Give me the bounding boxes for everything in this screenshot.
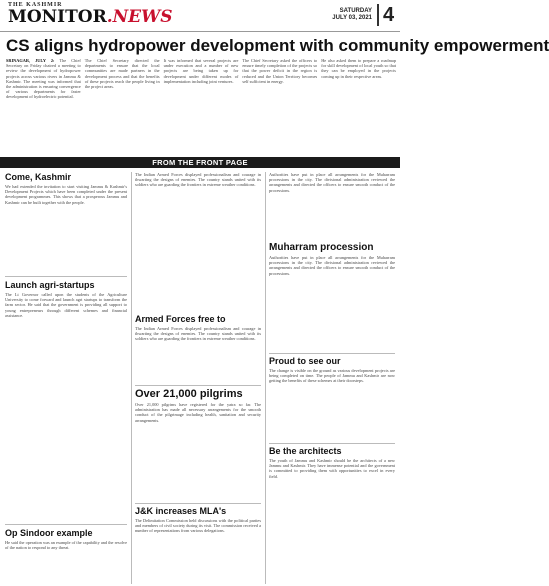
story-jk-increases	[135, 506, 261, 584]
issue-date-text: JULY 03, 2021	[332, 15, 372, 21]
story-body-continued-2	[269, 172, 395, 238]
story-title: Over 21,000 pilgrims	[135, 388, 243, 400]
newspaper-name	[8, 7, 173, 27]
top-story-text-4: The Chief Secretary asked the officers to ensure timely completion of the projects so that the power deficit in the region is reduced and the Union Territory becomes self sufficient in energy.	[242, 58, 318, 84]
newspaper-name-text: MONITOR	[8, 7, 107, 27]
story-body: Authorities have put in place all arrangements for the Muharram processions in the city. The divisional administration reviewed the arrangements and directed the officers to ensure smooth conduct of the processions.	[269, 172, 395, 193]
masthead-prefix: THE KASHMIR	[8, 2, 63, 8]
top-story-column-5	[321, 58, 396, 154]
top-story-column-4	[242, 58, 317, 154]
masthead	[0, 0, 400, 32]
top-story-column-2	[85, 58, 160, 154]
story-armed-forces	[135, 314, 261, 382]
column-divider	[265, 172, 266, 584]
story-body: The Indian Armed Forces displayed professionalism and courage in thwarting the designs of enemies. The country stands united with its soldiers who are guarding the frontiers in extreme weather conditions.	[135, 172, 261, 188]
top-story-text-1: The Chief Secretary on Friday chaired a meeting to review the development of hydropower projects across various rivers in Jammu & Kashmir. The meeting was informed that the administration is ensuring convergence of various departments for faster development of hydroelectric potential.	[6, 58, 81, 100]
issue-date	[320, 8, 372, 22]
top-story-text-2: The Chief Secretary directed the departments to ensure that the local communities are made partners in the development process and that the benefits of these projects reach the people living in the project areas.	[84, 58, 160, 90]
top-story-column-3	[164, 58, 239, 154]
story-title: Come, Kashmir	[5, 172, 72, 182]
story-divider	[5, 276, 127, 277]
story-title: Proud to see our	[269, 356, 341, 366]
story-divider	[269, 353, 395, 354]
story-body: The youth of Jammu and Kashmir should be the architects of a new Jammu and Kashmir. They have immense potential and the government is committed to providing them with opportunities to excel in every field.	[269, 458, 395, 479]
story-body: Authorities have put in place all arrangements for the Muharram processions in the city. The divisional administration reviewed the arrangements and directed the officers to ensure smooth conduct of the processions.	[269, 255, 395, 276]
story-body: The Delimitation Commission held discussions with the political parties and members of civil society during its visit. The commission received a number of representations from various delegations.	[135, 518, 261, 534]
issue-day: SATURDAY	[339, 8, 372, 14]
story-title: Op Sindoor example	[5, 528, 93, 538]
story-divider	[135, 385, 261, 386]
story-title: Armed Forces free to	[135, 314, 226, 324]
story-title: Muharram procession	[269, 242, 374, 253]
story-come-kashmir	[5, 172, 127, 272]
story-body: The change is visible on the ground as various development projects are being completed on time. The people of Jammu and Kashmir are now getting the benefits of these schemes at their doorsteps.	[269, 368, 395, 384]
dateline: SRINAGAR, JULY 2:	[6, 58, 55, 63]
story-divider	[5, 524, 127, 525]
story-over-21000	[135, 388, 261, 500]
section-label: FROM THE FRONT PAGE	[152, 158, 248, 167]
story-proud	[269, 356, 395, 440]
story-body: Over 21,000 pilgrims have registered for the yatra so far. The administration has made all necessary arrangements for the smooth conduct of the pilgrimage including health, sanitation and security arrangements.	[135, 402, 261, 423]
column-divider	[131, 172, 132, 584]
page-number: 4	[377, 4, 394, 26]
story-title: J&K increases MLA's	[135, 506, 227, 516]
story-body-continued	[135, 172, 261, 310]
story-muharram	[269, 242, 395, 350]
newspaper-name-suffix: .NEWS	[106, 7, 173, 27]
story-title: Launch agri-startups	[5, 280, 95, 290]
story-body: The Indian Armed Forces displayed professionalism and courage in thwarting the designs of enemies. The country stands united with its soldiers who are guarding the frontiers in extreme weather conditions.	[135, 326, 261, 342]
top-story-text-5: He also asked them to prepare a roadmap for skill development of local youth so that they can be employed in the projects coming up in their respective areas.	[321, 58, 396, 79]
story-body: The Lt Governor called upon the students of the Agriculture University to come forward and launch agri startups to transform the farm sector. He said that the government is providing all support to young entrepreneurs through different schemes and financial assistance.	[5, 292, 127, 318]
story-op-sindoor	[5, 528, 127, 584]
story-body: He said the operation was an example of the capability and the resolve of the nation to respond to any threat.	[5, 540, 127, 551]
story-title: Be the architects	[269, 446, 342, 456]
section-band	[0, 157, 400, 168]
story-divider	[269, 443, 395, 444]
story-divider	[135, 503, 261, 504]
top-story-text-3: It was informed that several projects are under execution and a number of new projects are being taken up for development under different modes of implementation including joint ventures.	[163, 58, 239, 84]
top-story-column-1	[6, 58, 81, 154]
story-launch-agri	[5, 280, 127, 520]
main-headline: CS aligns hydropower development with community empowerment	[6, 36, 549, 55]
top-story-paragraph	[6, 58, 81, 100]
top-story	[6, 58, 396, 154]
story-architects	[269, 446, 395, 584]
story-body: We had extended the invitation to start visiting Jammu & Kashmir's Development Projects which have been completed under the present development programmes. This shows that a prosperous Jammu and Kashmir can be built together with the people.	[5, 184, 127, 205]
